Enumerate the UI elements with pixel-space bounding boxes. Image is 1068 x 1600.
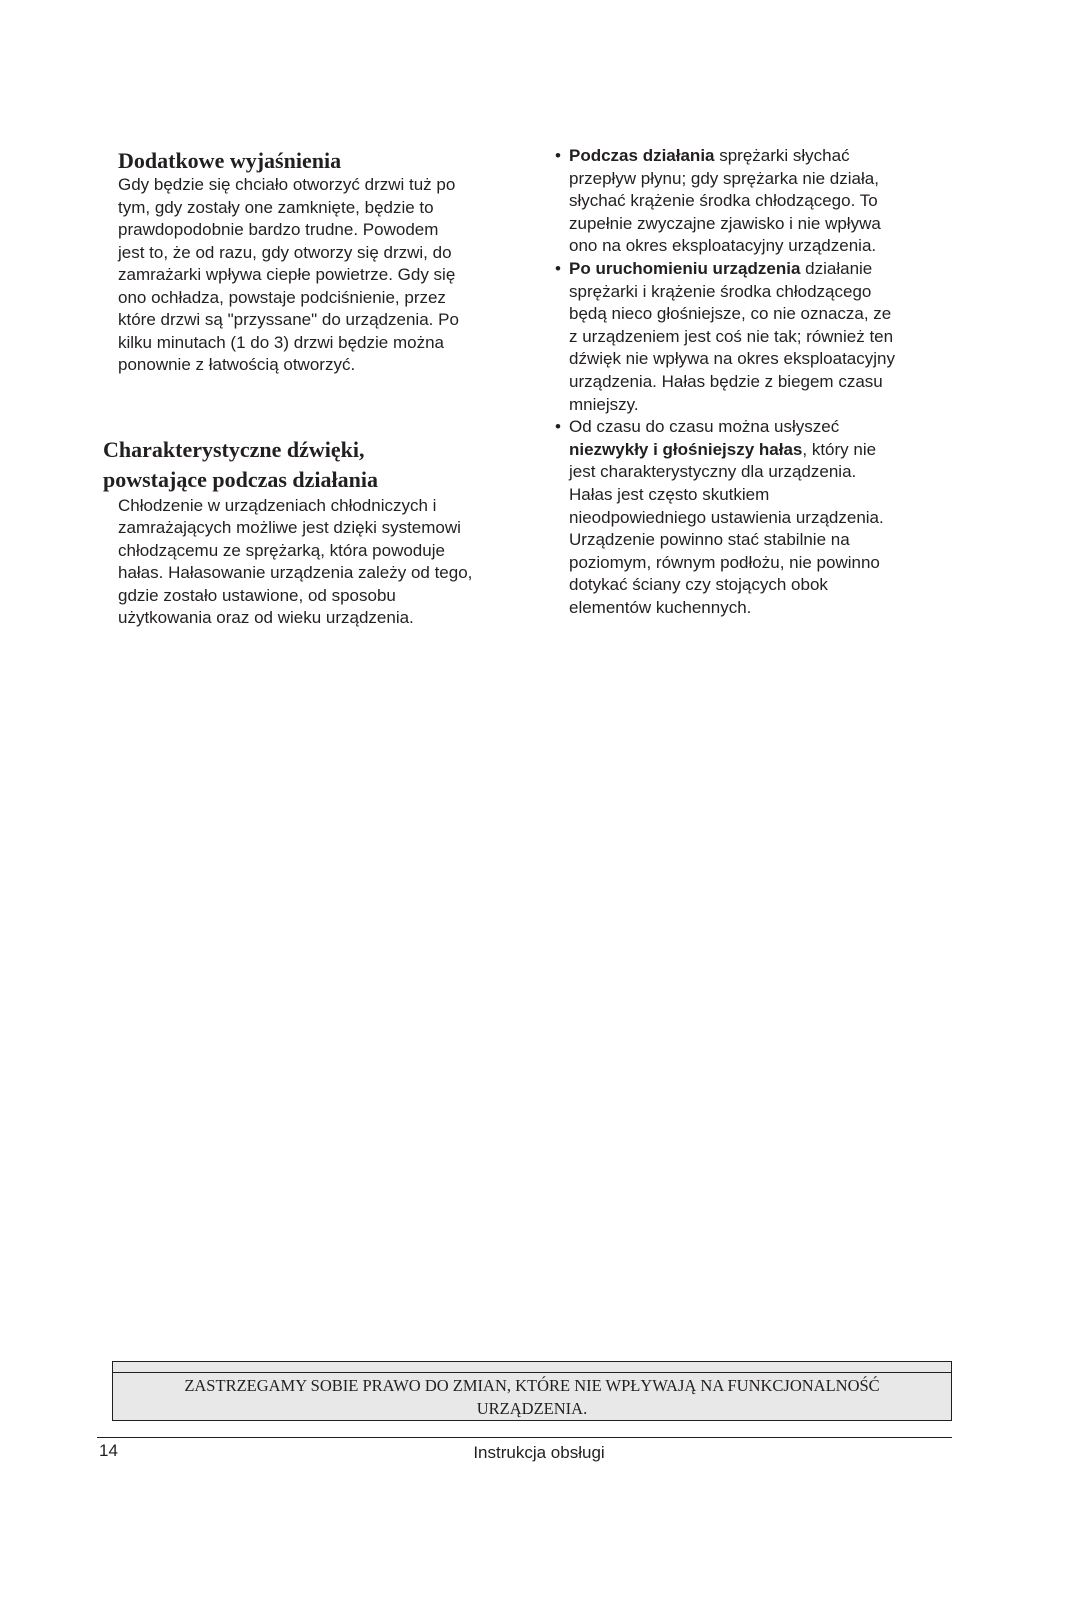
bullet-emphasis: niezwykły i głośniejszy hałas — [569, 439, 803, 459]
section-heading-additional-explanations: Dodatkowe wyjaśnienia — [118, 148, 342, 173]
notice-box-top-band — [112, 1361, 952, 1373]
text-line: ono ochładza, powstaje podciśnienie, przez — [118, 287, 446, 307]
text-line: zamrażających możliwe jest dzięki systemowi — [118, 518, 461, 537]
text-line: , który nie — [802, 439, 877, 459]
text-line: chłodzącemu ze sprężarką, która powoduje — [118, 540, 445, 560]
text-line: elementów kuchennych. — [569, 597, 752, 617]
section-paragraph-cooling-noise — [118, 495, 523, 630]
text-line: nieodpowiedniego ustawienia urządzenia. — [569, 507, 884, 527]
text-line: Od czasu do czasu można usłyszeć — [569, 417, 840, 437]
text-line: które drzwi są "przyssane" do urządzenia. Po — [118, 310, 459, 329]
text-line: tym, gdy zostały one zamknięte, będzie to — [118, 197, 434, 217]
text-line: słychać krążenie środka chłodzącego. To — [569, 191, 878, 211]
text-line: z urządzeniem jest coś nie tak; również ten — [569, 326, 894, 346]
heading-line: powstające podczas działania — [103, 466, 378, 492]
section-heading-characteristic-sounds — [103, 435, 523, 495]
text-line: jest to, że od razu, gdy otworzy się drzwi, do — [118, 242, 452, 262]
text-line: Gdy będzie się chciało otworzyć drzwi tuż po — [118, 175, 456, 194]
text-line: jest charakterystyczny dla urządzenia. — [569, 462, 857, 482]
bullet-emphasis: Podczas działania — [569, 146, 715, 165]
text-line: sprężarki słychać — [714, 146, 850, 165]
text-line: dotykać ściany czy stojących obok — [569, 575, 828, 595]
right-column — [558, 145, 958, 619]
text-line: Hałas jest często skutkiem — [569, 484, 770, 504]
sound-bullet-list — [558, 145, 958, 619]
notice-line: URZĄDZENIA. — [476, 1399, 588, 1418]
bullet-item-after-startup — [558, 258, 958, 416]
text-line: Chłodzenie w urządzeniach chłodniczych i — [118, 495, 437, 515]
text-line: zupełnie zwyczajne zjawisko i nie wpływa — [569, 213, 881, 233]
text-line: ponownie z łatwością otworzyć. — [118, 355, 356, 374]
text-line: kilku minutach (1 do 3) drzwi będzie można — [118, 332, 444, 352]
heading-line: Charakterystyczne dźwięki, — [103, 436, 365, 462]
section-paragraph-door-vacuum — [118, 174, 523, 377]
text-line: dźwięk nie wpływa na okres eksploatacyjny — [569, 349, 895, 369]
text-line: poziomym, równym podłożu, nie powinno — [569, 552, 880, 572]
text-line: prawdopodobnie bardzo trudne. Powodem — [118, 220, 439, 239]
text-line: hałas. Hałasowanie urządzenia zależy od tego, — [118, 563, 473, 582]
text-line: zamrażarki wpływa ciepłe powietrze. Gdy się — [118, 265, 456, 284]
text-line: sprężarki i krążenie środka chłodzącego — [569, 281, 872, 301]
text-line: przepływ płynu; gdy sprężarka nie działa, — [569, 168, 879, 188]
footer-title: Instrukcja obsługi — [473, 1443, 605, 1462]
change-notice-box — [112, 1361, 952, 1421]
text-line: użytkowania oraz od wieku urządzenia. — [118, 608, 414, 627]
bullet-item-compressor-running — [558, 145, 958, 258]
bullet-emphasis: Po uruchomieniu urządzenia — [569, 258, 801, 278]
page-number: 14 — [99, 1441, 118, 1460]
text-line: będą nieco głośniejsze, co nie oznacza, ze — [569, 304, 892, 324]
left-column — [103, 145, 523, 630]
text-line: mniejszy. — [569, 394, 639, 414]
text-line: działanie — [800, 258, 873, 278]
change-notice-text — [113, 1374, 951, 1420]
text-line: ono na okres eksploatacyjny urządzenia. — [569, 236, 877, 256]
text-line: urządzenia. Hałas będzie z biegem czasu — [569, 371, 883, 391]
text-line: gdzie zostało ustawione, od sposobu — [118, 585, 396, 605]
notice-line: ZASTRZEGAMY SOBIE PRAWO DO ZMIAN, KTÓRE NIE WPŁYWAJĄ NA FUNKCJONALNOŚĆ — [184, 1376, 880, 1395]
text-line: Urządzenie powinno stać stabilnie na — [569, 530, 850, 550]
footer-divider — [97, 1437, 952, 1438]
bullet-item-unusual-noise — [558, 416, 958, 619]
